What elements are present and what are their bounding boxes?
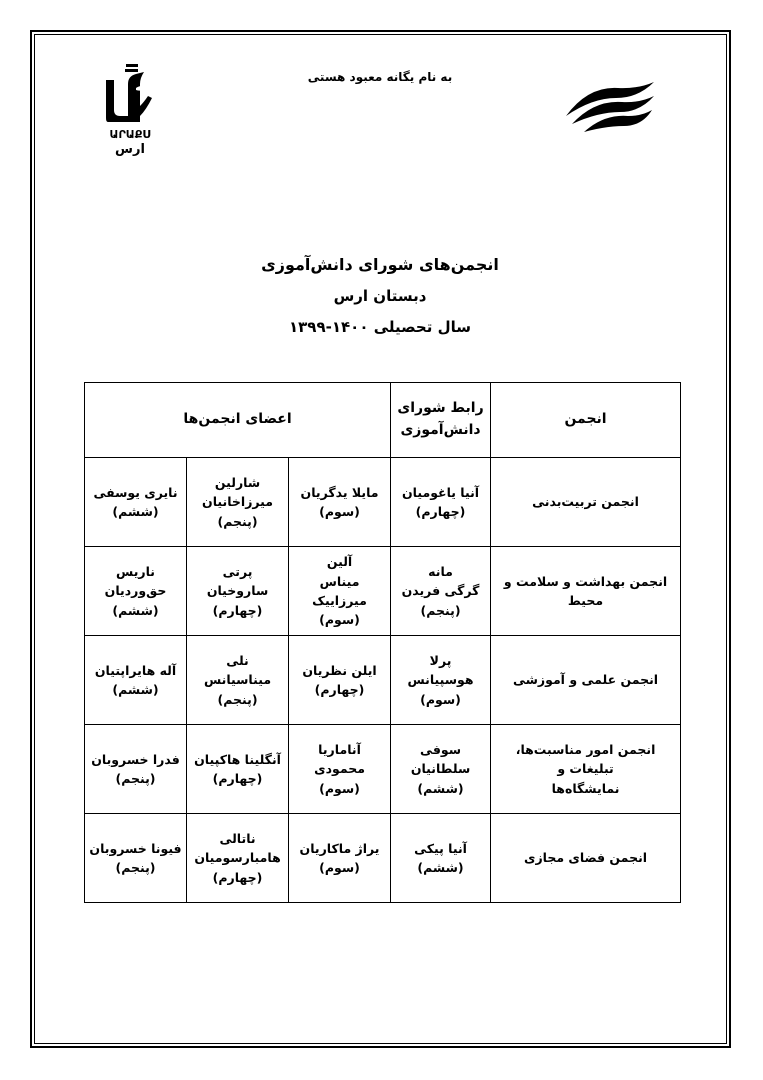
association-cell-line: انجمن امور مناسبت‌ها، تبلیغات و bbox=[515, 741, 656, 777]
association-cell-line: انجمن تربیت‌بدنی bbox=[532, 494, 639, 510]
member-cell-line: (ششم) bbox=[112, 602, 159, 618]
liaison-cell bbox=[391, 547, 491, 636]
member-cell-line: (ششم) bbox=[112, 504, 159, 519]
liaison-cell-line: پرلا هوسپیانس bbox=[407, 652, 474, 688]
member-cell-line: ناریس bbox=[116, 563, 155, 579]
bismillah-header: به نام یگانه معبود هستی bbox=[307, 70, 453, 84]
liaison-cell-line: (پنجم) bbox=[420, 602, 461, 618]
member-cell-line: (پنجم) bbox=[217, 513, 258, 529]
member-cell-line: آلین bbox=[326, 554, 353, 570]
school-logo-icon bbox=[100, 62, 160, 157]
emblem-logo bbox=[558, 78, 658, 138]
member-cell-line: ایلن نظریان bbox=[302, 662, 377, 678]
header-liaison bbox=[391, 383, 491, 458]
member-cell bbox=[289, 814, 391, 903]
association-cell-line: نمایشگاه‌ها bbox=[551, 780, 620, 796]
liaison-cell bbox=[391, 636, 491, 725]
member-cell-line: (پنجم) bbox=[115, 860, 156, 875]
member-cell bbox=[85, 636, 187, 725]
member-cell-line: آله هایراپتیان bbox=[94, 662, 177, 678]
member-cell-line: (پنجم) bbox=[217, 691, 258, 707]
member-cell bbox=[187, 458, 289, 547]
member-cell-line: مایلا یدگریان bbox=[300, 484, 379, 500]
member-cell-line: نلی میناسیانس bbox=[203, 652, 272, 688]
member-cell-line: (چهارم) bbox=[212, 602, 263, 618]
liaison-cell-line: آنیا پیکی bbox=[414, 840, 467, 856]
member-cell-line: شارلین bbox=[214, 474, 261, 490]
liaison-cell-line: مانه bbox=[428, 563, 453, 579]
school-name: دبستان ارس bbox=[333, 287, 427, 305]
member-cell-line: (سوم) bbox=[319, 860, 360, 875]
table-row bbox=[85, 636, 681, 725]
member-cell bbox=[187, 725, 289, 814]
association-cell bbox=[491, 814, 681, 903]
association-cell-line: انجمن فضای مجازی bbox=[523, 850, 648, 866]
member-cell-line: (سوم) bbox=[319, 612, 360, 628]
liaison-cell-line: سوفی سلطانیان bbox=[410, 741, 471, 777]
member-cell-line: پرتی ساروخیان bbox=[206, 563, 269, 599]
association-cell-line: انجمن بهداشت و سلامت و محیط bbox=[503, 573, 668, 608]
liaison-cell-line: آنیا یاغومیان bbox=[401, 484, 480, 500]
liaison-cell bbox=[391, 814, 491, 903]
member-cell-line: ناتالی bbox=[219, 830, 256, 846]
member-cell-line: حق‌وردیان bbox=[104, 583, 167, 599]
association-cell bbox=[491, 725, 681, 814]
member-cell-line: (سوم) bbox=[319, 504, 360, 519]
member-cell-line: آنگلینا هاکپیان bbox=[194, 751, 281, 767]
member-cell-line: نایری یوسفی bbox=[93, 484, 178, 500]
member-cell bbox=[85, 458, 187, 547]
liaison-cell-line: (ششم) bbox=[417, 780, 464, 796]
liaison-cell-line: (سوم) bbox=[420, 691, 461, 707]
document-titles bbox=[180, 255, 580, 349]
member-cell-line: (چهارم) bbox=[212, 771, 263, 786]
liaison-cell-line: (چهارم) bbox=[415, 504, 466, 519]
member-cell bbox=[187, 547, 289, 636]
member-cell bbox=[289, 636, 391, 725]
header-liaison-line: دانش‌آموزی bbox=[400, 422, 481, 438]
member-cell bbox=[85, 725, 187, 814]
member-cell-line: هامبارسومیان bbox=[194, 850, 281, 866]
member-cell bbox=[289, 458, 391, 547]
logo-text-persian: ارس bbox=[115, 142, 145, 157]
associations-table bbox=[84, 382, 681, 903]
member-cell bbox=[289, 725, 391, 814]
academic-year: سال تحصیلی ۱۴۰۰-۱۳۹۹ bbox=[289, 318, 471, 336]
table-body bbox=[85, 458, 681, 903]
member-cell-line: (چهارم) bbox=[314, 682, 365, 697]
member-cell bbox=[289, 547, 391, 636]
header-members: اعضای انجمن‌ها bbox=[85, 383, 391, 458]
member-cell-line: (پنجم) bbox=[115, 771, 156, 786]
wave-stripes-icon bbox=[558, 78, 658, 138]
member-cell bbox=[85, 547, 187, 636]
document-title: انجمن‌های شورای دانش‌آموزی bbox=[261, 255, 499, 274]
member-cell-line: (ششم) bbox=[112, 682, 159, 697]
table-row bbox=[85, 814, 681, 903]
association-cell bbox=[491, 547, 681, 636]
table-row bbox=[85, 725, 681, 814]
member-cell-line: آناماریا محمودی bbox=[314, 741, 365, 777]
liaison-cell bbox=[391, 725, 491, 814]
liaison-cell bbox=[391, 458, 491, 547]
school-logo bbox=[100, 62, 160, 157]
association-cell-line: انجمن علمی و آموزشی bbox=[512, 672, 659, 688]
member-cell-line: فیونا خسروبان bbox=[89, 840, 182, 856]
logo-text-armenian: ԱՐԱՔՍ bbox=[109, 128, 151, 141]
member-cell bbox=[187, 636, 289, 725]
member-cell-line: فدرا خسروبان bbox=[91, 751, 180, 767]
association-cell bbox=[491, 636, 681, 725]
liaison-cell-line: گرگی فریدن bbox=[401, 583, 480, 599]
table-row bbox=[85, 458, 681, 547]
member-cell-line: میناس میرزاییک bbox=[312, 573, 367, 608]
member-cell-line: (سوم) bbox=[319, 780, 360, 796]
member-cell-line: (چهارم) bbox=[212, 869, 263, 885]
member-cell bbox=[187, 814, 289, 903]
liaison-cell-line: (ششم) bbox=[417, 860, 464, 875]
member-cell-line: میرزاخانیان bbox=[202, 494, 274, 510]
table-header-row bbox=[85, 383, 681, 458]
association-cell bbox=[491, 458, 681, 547]
member-cell-line: یراژ ماکاریان bbox=[299, 840, 380, 856]
header-liaison-line: رابط شورای bbox=[397, 400, 484, 417]
table-row bbox=[85, 547, 681, 636]
member-cell bbox=[85, 814, 187, 903]
header-association: انجمن bbox=[491, 383, 681, 458]
